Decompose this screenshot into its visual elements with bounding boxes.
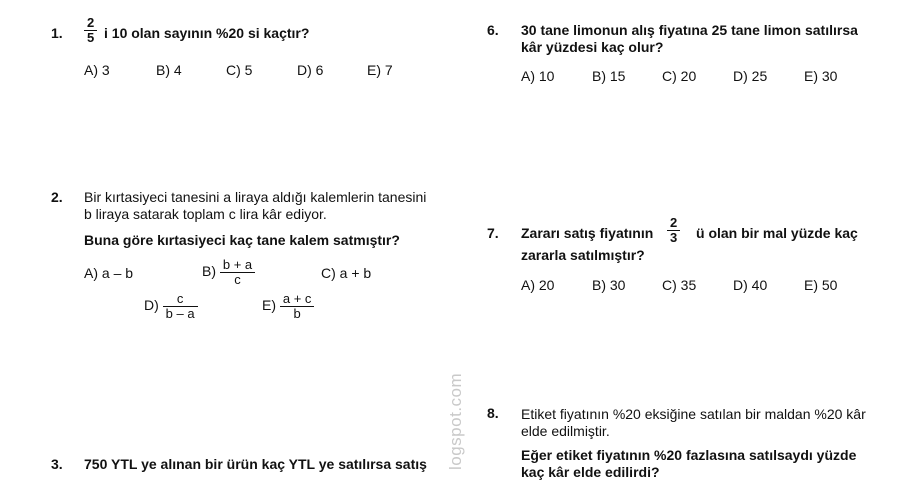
question-number: 7.	[487, 225, 499, 241]
fraction-denominator: b – a	[165, 306, 195, 321]
option-b[interactable]: B) 30	[592, 277, 626, 293]
option-b[interactable]	[202, 258, 255, 287]
option-e[interactable]: E) 30	[804, 68, 838, 84]
question-7-text-after: ü olan bir mal yüzde kaç	[696, 225, 858, 241]
option-b-label: B)	[202, 263, 216, 280]
option-c[interactable]: C) 35	[662, 277, 697, 293]
option-c[interactable]: C) 5	[226, 62, 253, 78]
question-6-line-1: 30 tane limonun alış fiyatına 25 tane limon satılırsa	[521, 22, 858, 38]
option-d[interactable]: D) 6	[297, 62, 324, 78]
question-1-fraction	[84, 16, 97, 45]
question-8-line-3: Eğer etiket fiyatının %20 fazlasına satılsaydı yüzde	[521, 447, 857, 463]
option-e-label: E)	[262, 297, 276, 314]
option-e[interactable]: E) 50	[804, 277, 838, 293]
question-6-line-2: kâr yüzdesi kaç olur?	[521, 39, 664, 55]
option-e[interactable]	[262, 292, 314, 321]
option-d[interactable]	[144, 292, 198, 321]
question-number: 8.	[487, 405, 499, 421]
fraction-denominator: c	[234, 272, 241, 287]
question-1-text: i 10 olan sayının %20 si kaçtır?	[104, 25, 310, 41]
option-a[interactable]: A) 10	[521, 68, 555, 84]
option-b[interactable]: B) 15	[592, 68, 626, 84]
option-e[interactable]: E) 7	[367, 62, 393, 78]
question-8-line-1: Etiket fiyatının %20 eksiğine satılan bir maldan %20 kâr	[521, 406, 866, 422]
question-7-fraction	[667, 216, 680, 245]
fraction-numerator: c	[163, 292, 198, 307]
fraction-numerator: 2	[667, 216, 680, 231]
question-number: 3.	[51, 456, 63, 472]
option-d[interactable]: D) 25	[733, 68, 768, 84]
question-7-line-2: zararla satılmıştır?	[521, 247, 645, 263]
fraction-denominator: 3	[670, 230, 678, 245]
option-d-label: D)	[144, 297, 159, 314]
option-a[interactable]: A) a – b	[84, 265, 134, 281]
question-8-line-4: kaç kâr elde edilirdi?	[521, 464, 660, 480]
question-2-question: Buna göre kırtasiyeci kaç tane kalem satmıştır?	[84, 232, 400, 248]
question-number: 1.	[51, 25, 63, 41]
fraction-numerator: a + c	[280, 292, 315, 307]
question-8-line-2: elde edilmiştir.	[521, 423, 610, 439]
question-number: 2.	[51, 189, 63, 205]
question-2-line-2: b liraya satarak toplam c lira kâr ediyor.	[84, 206, 327, 222]
option-b[interactable]: B) 4	[156, 62, 182, 78]
question-number: 6.	[487, 22, 499, 38]
question-2-line-1: Bir kırtasiyeci tanesini a liraya aldığı kalemlerin tanesini	[84, 189, 427, 205]
option-a[interactable]: A) 20	[521, 277, 555, 293]
fraction-numerator: b + a	[220, 258, 255, 273]
watermark-text: logspot.com	[446, 372, 465, 470]
option-c[interactable]: C) 20	[662, 68, 697, 84]
fraction-denominator: b	[293, 306, 301, 321]
question-7-text-before: Zararı satış fiyatının	[521, 225, 654, 241]
option-a[interactable]: A) 3	[84, 62, 110, 78]
option-c[interactable]: C) a + b	[321, 265, 372, 281]
fraction-numerator: 2	[84, 16, 97, 31]
option-d[interactable]: D) 40	[733, 277, 768, 293]
fraction-denominator: 5	[87, 30, 95, 45]
question-3-text: 750 YTL ye alınan bir ürün kaç YTL ye satılırsa satış	[84, 456, 427, 472]
